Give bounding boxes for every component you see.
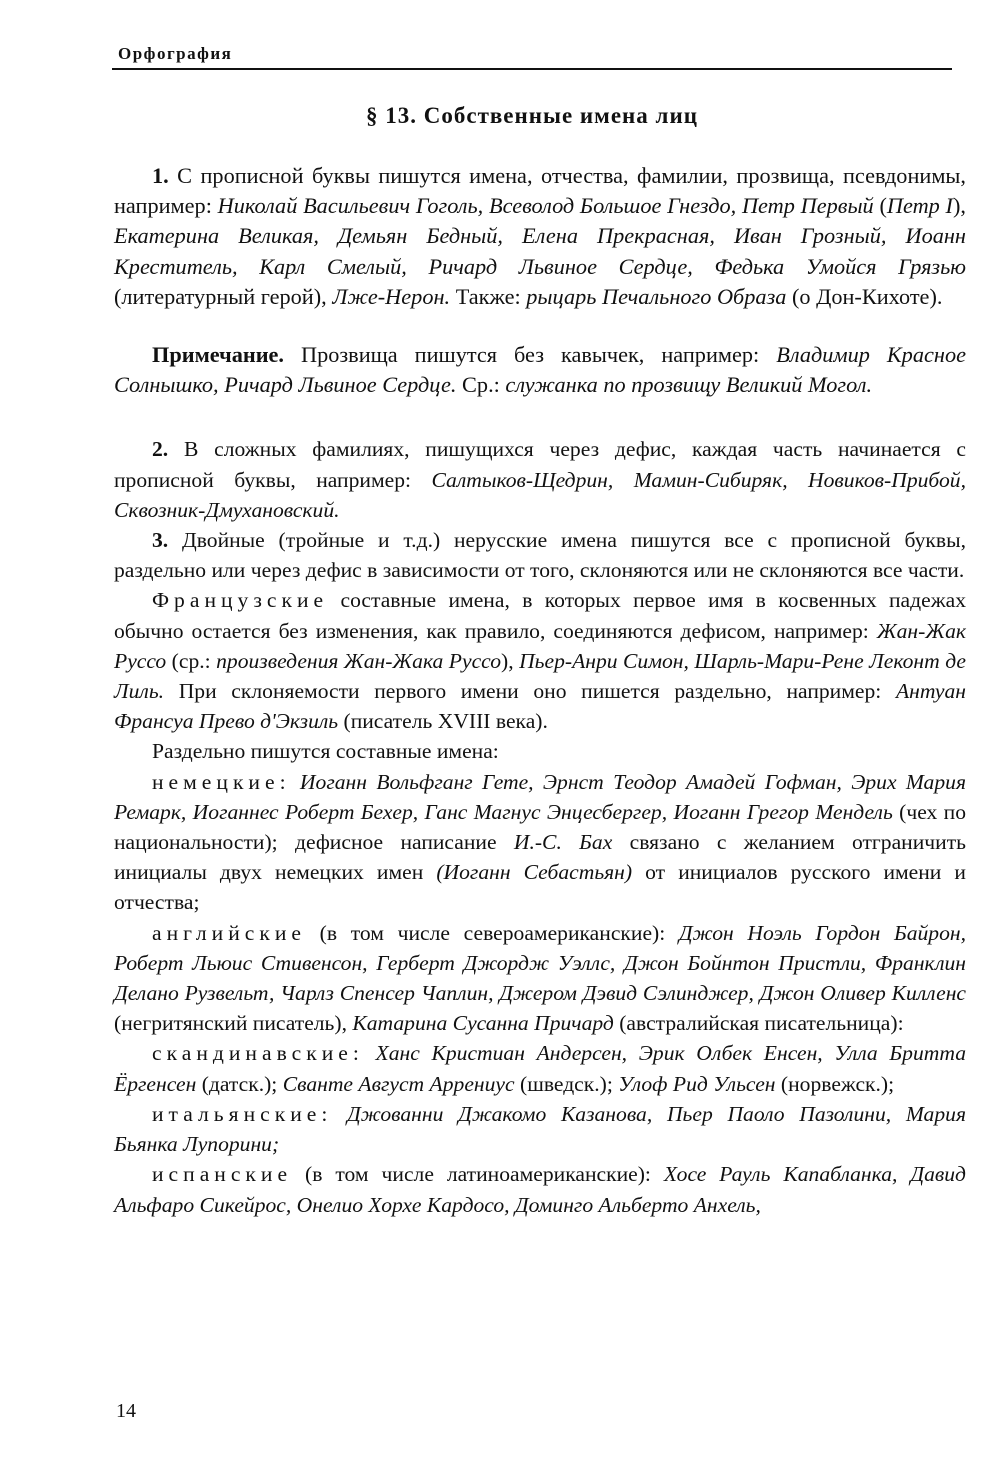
page-number: 14: [116, 1400, 136, 1422]
paragraph-number: 3.: [152, 528, 169, 553]
running-header: Орфография: [118, 44, 233, 63]
paragraph-german: немецкие: Иоганн Вольфганг Гете, Эрнст Теодор Амадей Гофман, Эрих Мария Ремарк, Иоганнес Роберт Бехер, Ганс Магнус Энцесбергер, Иоганн Грегор Мендель (чех по национальности); дефисное написание И.-С. Бах связано с желанием отграничить инициалы двух немецких имен (Иоганн Себастьян) от инициалов русского имени и отчества;: [114, 769, 966, 915]
section-title: § 13. Собственные имена лиц: [366, 103, 698, 128]
spaced-term: скандинавские:: [152, 1041, 364, 1066]
paragraph-number: 2.: [152, 437, 169, 462]
paragraph-3: 3. Двойные (тройные и т.д.) нерусские имена пишутся все с прописной буквы, раздельно или через дефис в зависимости от того, склоняются или не склоняются все части.: [114, 528, 966, 583]
paragraph-scandinavian: скандинавские: Ханс Кристиан Андерсен, Эрик Олбек Енсен, Улла Бритта Ёргенсен (датск.); Сванте Август Аррениус (шведск.); Улоф Рид Ульсен (норвежск.);: [114, 1041, 966, 1096]
paragraph-separate: Раздельно пишутся составные имена:: [152, 739, 499, 764]
paragraph-2: 2. В сложных фамилиях, пишущихся через дефис, каждая часть начинается с прописной буквы, например: Салтыков-Щедрин, Мамин-Сибиряк, Новиков-Прибой, Сквозник-Дмухановский.: [114, 437, 966, 522]
paragraph-spanish: испанские (в том числе латиноамериканские): Хосе Рауль Капабланка, Давид Альфаро Сикейрос, Онелио Хорхе Кардосо, Доминго Альберто Анхель,: [114, 1162, 966, 1217]
paragraph-italian: итальянские: Джованни Джакомо Казанова, Пьер Паоло Пазолини, Мария Бьянка Лупорини;: [114, 1101, 966, 1157]
note-label: Примечание.: [152, 342, 285, 368]
paragraph-french: Французские составные имена, в которых первое имя в косвенных падежах обычно остается без изменения, как правило, соединяются дефисом, например: Жан-Жак Руссо (ср.: произведения Жан-Жака Руссо), Пьер-Анри Симон, Шарль-Мари-Рене Леконт де Лиль. При склоняемости первого имени оно пишется раздельно, например: Антуан Франсуа Прево д'Экзиль (писатель XVIII века).: [114, 588, 966, 734]
spaced-term: немецкие:: [152, 769, 291, 794]
spaced-term: испанские: [152, 1162, 293, 1187]
paragraph-english: английские (в том числе североамериканские): Джон Ноэль Гордон Байрон, Роберт Льюис Стивенсон, Герберт Джордж Уэллс, Джон Бойнтон Пристли, Франклин Делано Рузвельт, Чарлз Спенсер Чаплин, Джером Дэвид Сэлинджер, Джон Оливер Килленс (негритянский писатель), Катарина Сусанна Причард (австралийская писательница):: [114, 920, 966, 1036]
header-rule: [112, 68, 952, 70]
spaced-term: Французские: [152, 588, 329, 613]
note-paragraph: Примечание. Прозвища пишутся без кавычек, например: Владимир Красное Солнышко, Ричард Львиное Сердце. Ср.: служанка по прозвищу Великий Могол.: [114, 342, 966, 398]
spaced-term: итальянские:: [152, 1101, 333, 1126]
paragraph-number: 1.: [152, 163, 169, 188]
paragraph-1: 1. С прописной буквы пишутся имена, отчества, фамилии, прозвища, псевдонимы, например: Николай Васильевич Гоголь, Всеволод Большое Гнездо, Петр Первый (Петр I), Екатерина Великая, Демьян Бедный, Елена Прекрасная, Иван Грозный, Иоанн Креститель, Карл Смелый, Ричард Львиное Сердце, Федька Умойся Грязью (литературный герой), Лже-Нерон. Также: рыцарь Печального Образа (о Дон-Кихоте).: [114, 163, 966, 309]
spaced-term: английские: [152, 920, 307, 945]
page-body: [114, 161, 966, 1220]
